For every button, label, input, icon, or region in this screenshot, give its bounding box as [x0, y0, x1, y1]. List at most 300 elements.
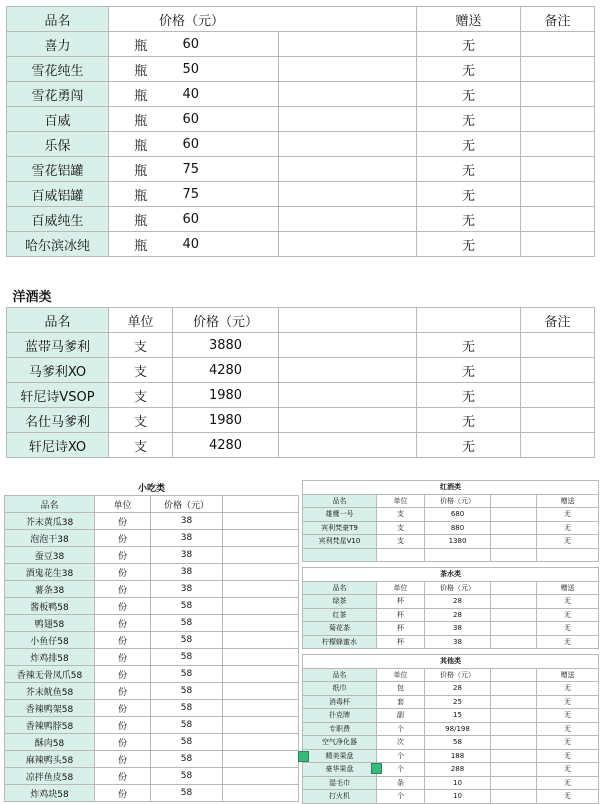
item-unit: 瓶	[109, 107, 173, 132]
item-price: 680	[425, 508, 491, 522]
table-row	[303, 709, 599, 723]
item-gift: 无	[537, 508, 599, 522]
spacer-row	[7, 257, 595, 276]
section-title: 洋酒类	[7, 283, 109, 308]
item-unit: 瓶	[109, 207, 173, 232]
item-unit: 支	[109, 333, 173, 358]
blank-cell	[223, 649, 299, 666]
item-unit: 包	[377, 682, 425, 696]
item-name: 酒鬼花生38	[5, 564, 95, 581]
blank-cell	[521, 333, 595, 358]
blank-cell	[491, 622, 537, 636]
item-gift: 无	[417, 358, 521, 383]
blank-cell	[521, 107, 595, 132]
table-row	[5, 547, 299, 564]
blank-cell	[491, 608, 537, 622]
item-name: 麻辣鸭头58	[5, 751, 95, 768]
item-gift: 无	[537, 635, 599, 649]
table-row	[303, 749, 599, 763]
table-row	[7, 358, 595, 383]
item-gift: 无	[417, 57, 521, 82]
table-row	[7, 107, 595, 132]
item-name: 宾利梵星V10	[303, 535, 377, 549]
item-price: 38	[151, 564, 223, 581]
item-price: 98/198	[425, 722, 491, 736]
section-title-row	[303, 655, 599, 669]
blank-cell	[521, 182, 595, 207]
drinks-misc-price-table	[302, 480, 599, 804]
item-price: 58	[151, 598, 223, 615]
item-name: 香辣无骨凤爪58	[5, 666, 95, 683]
table-row	[7, 433, 595, 458]
item-unit: 杯	[377, 595, 425, 609]
item-unit: 份	[95, 598, 151, 615]
table-row	[5, 700, 299, 717]
blank-cell	[109, 283, 595, 308]
item-price: 38	[151, 530, 223, 547]
item-name: 轩尼诗VSOP	[7, 383, 109, 408]
selection-handle[interactable]	[371, 763, 382, 774]
blank-cell	[279, 232, 417, 257]
blank-cell	[521, 57, 595, 82]
section-title: 小吃类	[5, 479, 299, 496]
item-unit: 杯	[377, 608, 425, 622]
section-title: 其他类	[303, 655, 599, 669]
blank-cell	[279, 433, 417, 458]
item-unit: 次	[377, 736, 425, 750]
item-name: 哈尔滨冰纯	[7, 232, 109, 257]
item-price: 38	[151, 513, 223, 530]
blank-cell	[491, 521, 537, 535]
section-title: 红酒类	[303, 481, 599, 495]
item-price: 58	[151, 632, 223, 649]
item-name: 芥末黄瓜38	[5, 513, 95, 530]
item-gift: 无	[417, 383, 521, 408]
item-unit: 瓶	[109, 57, 173, 82]
item-unit: 杯	[377, 635, 425, 649]
blank-cell	[223, 734, 299, 751]
item-gift: 无	[537, 790, 599, 804]
item-price: 58	[151, 717, 223, 734]
blank-cell	[223, 547, 299, 564]
item-unit: 份	[95, 768, 151, 785]
item-name: 百威纯生	[7, 207, 109, 232]
table-row	[5, 649, 299, 666]
item-price: 1980	[173, 408, 279, 433]
item-gift: 无	[417, 82, 521, 107]
item-name: 名仕马爹利	[7, 408, 109, 433]
item-name: 凉拌鱼皮58	[5, 768, 95, 785]
blank-cell	[223, 530, 299, 547]
blank-cell	[491, 763, 537, 777]
table-row	[7, 333, 595, 358]
item-name: 菊花茶	[303, 622, 377, 636]
item-unit: 瓶	[109, 82, 173, 107]
table-row	[303, 535, 599, 549]
item-name: 薯条38	[5, 581, 95, 598]
item-gift: 无	[537, 709, 599, 723]
item-name: 打火机	[303, 790, 377, 804]
header-unit: 单位	[109, 308, 173, 333]
table-header-row	[7, 7, 595, 32]
blank-cell	[279, 132, 417, 157]
item-unit: 支	[109, 408, 173, 433]
table-row	[5, 615, 299, 632]
header-price: 价格（元）	[425, 581, 491, 595]
item-name: 纸巾	[303, 682, 377, 696]
header-name: 品名	[5, 496, 95, 513]
item-name: 芥末鱿鱼58	[5, 683, 95, 700]
item-gift: 无	[537, 521, 599, 535]
item-name: 马爹利XO	[7, 358, 109, 383]
blank-cell	[521, 32, 595, 57]
table-row	[5, 751, 299, 768]
header-gift: 赠送	[537, 494, 599, 508]
table-header-row	[303, 581, 599, 595]
item-name: 香辣鸭架58	[5, 700, 95, 717]
table-row	[7, 207, 595, 232]
section-title-row	[303, 481, 599, 495]
item-price: 40	[173, 82, 279, 107]
blank-cell	[279, 408, 417, 433]
snack-price-table	[4, 479, 299, 802]
blank-cell	[521, 232, 595, 257]
item-price: 188	[425, 749, 491, 763]
item-gift: 无	[537, 776, 599, 790]
blank-cell	[279, 358, 417, 383]
table-row	[5, 632, 299, 649]
item-gift: 无	[537, 749, 599, 763]
table-row	[303, 763, 599, 777]
table-row	[303, 736, 599, 750]
blank-cell	[491, 790, 537, 804]
table-row	[5, 666, 299, 683]
blank-cell	[223, 768, 299, 785]
blank-cell	[491, 776, 537, 790]
item-name: 百威	[7, 107, 109, 132]
blank-cell	[7, 257, 109, 276]
blank-cell	[279, 207, 417, 232]
item-price: 50	[173, 57, 279, 82]
blank-cell	[223, 564, 299, 581]
item-name: 小鱼仔58	[5, 632, 95, 649]
blank-cell	[223, 496, 299, 513]
table-row	[303, 595, 599, 609]
item-unit: 支	[109, 358, 173, 383]
table-row	[7, 182, 595, 207]
item-price: 60	[173, 207, 279, 232]
item-unit: 个	[377, 749, 425, 763]
blank-cell	[109, 257, 173, 276]
item-unit: 份	[95, 666, 151, 683]
item-gift: 无	[417, 32, 521, 57]
item-price: 28	[425, 682, 491, 696]
blank-cell	[223, 598, 299, 615]
header-note: 备注	[521, 308, 595, 333]
header-note: 备注	[521, 7, 595, 32]
header-price: 价格（元）	[151, 496, 223, 513]
item-gift: 无	[417, 107, 521, 132]
table-row	[7, 232, 595, 257]
table-row	[5, 683, 299, 700]
blank-cell	[223, 615, 299, 632]
item-price: 58	[151, 683, 223, 700]
item-unit: 条	[377, 776, 425, 790]
item-gift: 无	[417, 333, 521, 358]
header-unit: 单位	[377, 668, 425, 682]
table-row	[5, 768, 299, 785]
blank-cell	[521, 207, 595, 232]
item-unit: 份	[95, 513, 151, 530]
blank-cell	[279, 157, 417, 182]
table-header-row	[303, 668, 599, 682]
item-name: 扑克牌	[303, 709, 377, 723]
table-row	[5, 717, 299, 734]
header-unit: 单位	[377, 494, 425, 508]
blank-cell	[491, 494, 537, 508]
item-gift: 无	[417, 232, 521, 257]
header-price: 价格（元）	[425, 494, 491, 508]
item-unit: 支	[109, 433, 173, 458]
section-title-row	[5, 479, 299, 496]
table-row	[7, 57, 595, 82]
item-unit: 份	[95, 581, 151, 598]
item-price: 60	[173, 32, 279, 57]
item-gift: 无	[417, 157, 521, 182]
blank-cell	[279, 32, 417, 57]
item-price: 38	[151, 581, 223, 598]
blank-cell	[223, 785, 299, 802]
item-price: 58	[151, 768, 223, 785]
item-gift: 无	[537, 595, 599, 609]
item-gift: 无	[417, 182, 521, 207]
item-gift: 无	[537, 608, 599, 622]
item-gift: 无	[417, 408, 521, 433]
item-unit: 瓶	[109, 32, 173, 57]
item-price: 38	[425, 622, 491, 636]
blank-cell	[223, 700, 299, 717]
blank-cell	[521, 383, 595, 408]
blank-cell	[425, 548, 491, 562]
item-price: 60	[173, 107, 279, 132]
item-gift: 无	[417, 433, 521, 458]
blank-cell	[491, 722, 537, 736]
blank-cell	[279, 107, 417, 132]
table-row	[303, 635, 599, 649]
item-price: 25	[425, 695, 491, 709]
table-row	[5, 581, 299, 598]
blank-cell	[279, 82, 417, 107]
item-unit: 套	[377, 695, 425, 709]
item-unit: 支	[377, 535, 425, 549]
blank-cell	[491, 682, 537, 696]
table-row	[303, 682, 599, 696]
item-unit: 份	[95, 530, 151, 547]
item-name: 豪华果盘	[303, 763, 377, 777]
table-row	[303, 521, 599, 535]
item-gift: 无	[537, 535, 599, 549]
item-gift: 无	[537, 722, 599, 736]
item-name: 泡泡干38	[5, 530, 95, 547]
item-name: 湿毛巾	[303, 776, 377, 790]
header-gift: 赠送	[537, 668, 599, 682]
blank-cell	[521, 82, 595, 107]
table-row	[7, 383, 595, 408]
item-name: 乐保	[7, 132, 109, 157]
blank-cell	[279, 308, 417, 333]
item-gift: 无	[537, 622, 599, 636]
item-name: 鸭翅58	[5, 615, 95, 632]
item-name: 轩尼诗XO	[7, 433, 109, 458]
header-gift: 赠送	[537, 581, 599, 595]
blank-cell	[223, 683, 299, 700]
item-price: 58	[151, 649, 223, 666]
table-row	[5, 530, 299, 547]
item-price: 58	[151, 700, 223, 717]
item-unit: 份	[95, 734, 151, 751]
item-name: 绿茶	[303, 595, 377, 609]
header-unit: 单位	[377, 581, 425, 595]
item-price: 28	[425, 595, 491, 609]
item-name: 蚕豆38	[5, 547, 95, 564]
blank-cell	[279, 182, 417, 207]
item-name: 酱板鸭58	[5, 598, 95, 615]
item-name: 雪花勇闯	[7, 82, 109, 107]
item-name: 空气净化器	[303, 736, 377, 750]
blank-cell	[223, 666, 299, 683]
item-unit: 个	[377, 790, 425, 804]
section-title: 茶水类	[303, 568, 599, 582]
item-name: 百威铝罐	[7, 182, 109, 207]
item-unit: 瓶	[109, 182, 173, 207]
blank-cell	[521, 132, 595, 157]
header-name: 品名	[303, 494, 377, 508]
item-name: 柠檬蜂蜜水	[303, 635, 377, 649]
blank-cell	[491, 535, 537, 549]
item-price: 58	[151, 666, 223, 683]
item-price: 58	[151, 734, 223, 751]
table-row	[303, 776, 599, 790]
blank-cell	[173, 257, 279, 276]
blank-cell	[491, 736, 537, 750]
blank-cell	[491, 709, 537, 723]
header-gift: 赠送	[417, 7, 521, 32]
item-unit: 瓶	[109, 132, 173, 157]
blank-cell	[491, 581, 537, 595]
table-row	[5, 734, 299, 751]
item-name: 红茶	[303, 608, 377, 622]
blank-cell	[279, 257, 417, 276]
item-price: 28	[425, 608, 491, 622]
blank-cell	[417, 257, 521, 276]
table-row	[303, 622, 599, 636]
liquor-price-table	[6, 283, 595, 458]
item-name: 消毒杯	[303, 695, 377, 709]
blank-cell	[279, 383, 417, 408]
blank-cell	[521, 157, 595, 182]
item-price: 880	[425, 521, 491, 535]
item-name: 喜力	[7, 32, 109, 57]
item-unit: 份	[95, 683, 151, 700]
item-price: 1380	[425, 535, 491, 549]
blank-cell	[223, 717, 299, 734]
item-price: 58	[151, 751, 223, 768]
item-price: 10	[425, 790, 491, 804]
blank-cell	[537, 548, 599, 562]
item-price: 4280	[173, 433, 279, 458]
item-gift: 无	[417, 132, 521, 157]
table-row	[303, 722, 599, 736]
header-name: 品名	[303, 581, 377, 595]
section-title-row	[7, 283, 595, 308]
item-name: 炸鸡块58	[5, 785, 95, 802]
item-price: 38	[425, 635, 491, 649]
table-header-row	[7, 308, 595, 333]
item-name: 专职费	[303, 722, 377, 736]
beer-price-table	[6, 6, 595, 275]
item-name: 精美果盘	[303, 749, 377, 763]
item-unit: 杯	[377, 622, 425, 636]
header-unit: 单位	[95, 496, 151, 513]
table-row	[7, 32, 595, 57]
table-row	[7, 157, 595, 182]
item-name: 蓝带马爹利	[7, 333, 109, 358]
item-unit: 份	[95, 649, 151, 666]
item-unit: 份	[95, 717, 151, 734]
item-gift: 无	[537, 736, 599, 750]
item-unit: 份	[95, 615, 151, 632]
item-unit: 支	[377, 508, 425, 522]
header-name: 品名	[303, 668, 377, 682]
table-header-row	[303, 494, 599, 508]
blank-cell	[303, 548, 377, 562]
table-row	[303, 695, 599, 709]
blank-cell	[491, 668, 537, 682]
blank-cell	[521, 433, 595, 458]
item-unit: 份	[95, 547, 151, 564]
header-price: 价格（元）	[109, 7, 417, 32]
item-price: 3880	[173, 333, 279, 358]
table-row	[7, 82, 595, 107]
item-unit: 支	[109, 383, 173, 408]
item-price: 4280	[173, 358, 279, 383]
item-name: 雪花纯生	[7, 57, 109, 82]
item-gift: 无	[417, 207, 521, 232]
blank-cell	[223, 581, 299, 598]
item-gift: 无	[537, 763, 599, 777]
blank-cell	[417, 308, 521, 333]
item-name: 雄鹰一号	[303, 508, 377, 522]
table-row	[5, 785, 299, 802]
blank-cell	[491, 695, 537, 709]
item-unit: 份	[95, 564, 151, 581]
blank-cell	[377, 548, 425, 562]
item-price: 58	[151, 785, 223, 802]
item-unit: 瓶	[109, 232, 173, 257]
table-row	[303, 548, 599, 562]
header-name: 品名	[7, 7, 109, 32]
item-price: 1980	[173, 383, 279, 408]
item-price: 60	[173, 132, 279, 157]
header-price: 价格（元）	[425, 668, 491, 682]
blank-cell	[491, 595, 537, 609]
selection-handle[interactable]	[298, 751, 309, 762]
item-name: 雪花铝罐	[7, 157, 109, 182]
table-row	[7, 132, 595, 157]
section-title-row	[303, 568, 599, 582]
header-name: 品名	[7, 308, 109, 333]
blank-cell	[521, 257, 595, 276]
